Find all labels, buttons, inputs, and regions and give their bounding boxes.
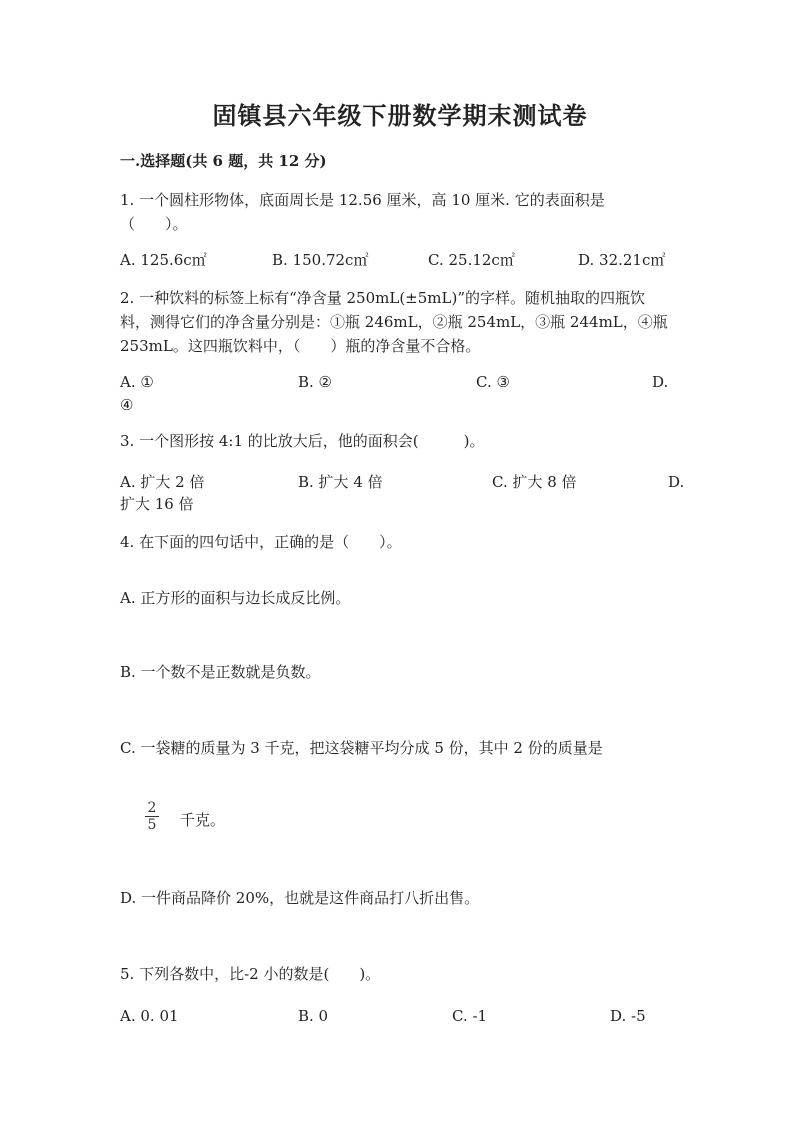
question-3-option-d: D. — [668, 473, 685, 491]
question-1-text-line-2: （ ）。 — [120, 215, 188, 233]
question-3-text: 3. 一个图形按 4:1 的比放大后，他的面积会( )。 — [120, 432, 485, 450]
question-2-text-line-2: 料，测得它们的净含量分别是：①瓶 246mL，②瓶 254mL，③瓶 244mL，④瓶 — [120, 313, 668, 331]
question-2-option-d: D. — [652, 373, 669, 391]
question-1-text-line-1: 1. 一个圆柱形物体，底面周长是 12.56 厘米，高 10 厘米. 它的表面积是 — [120, 191, 605, 209]
question-1-option-d: D. 32.21c㎡ — [578, 251, 666, 269]
question-5-option-c: C. -1 — [452, 1007, 488, 1025]
question-4-option-c-tail: 千克。 — [180, 811, 226, 829]
question-4-option-d: D. 一件商品降价 20%，也就是这件商品打八折出售。 — [120, 889, 480, 907]
question-4-text: 4. 在下面的四句话中，正确的是（ ）。 — [120, 533, 402, 551]
question-4-option-a: A. 正方形的面积与边长成反比例。 — [120, 589, 351, 607]
question-1-option-c: C. 25.12c㎡ — [428, 251, 515, 269]
question-3-option-c: C. 扩大 8 倍 — [492, 473, 577, 491]
question-5-option-a: A. 0. 01 — [120, 1007, 179, 1025]
question-2-option-d-value: ④ — [120, 396, 134, 414]
question-5-option-d: D. -5 — [610, 1007, 646, 1025]
fraction-denominator: 5 — [147, 817, 157, 833]
page-title: 固镇县六年级下册数学期末测试卷 — [212, 101, 588, 130]
question-5-option-b: B. 0 — [298, 1007, 329, 1025]
question-4-option-c: C. 一袋糖的质量为 3 千克，把这袋糖平均分成 5 份，其中 2 份的质量是 — [120, 739, 603, 757]
question-3-option-d-value: 扩大 16 倍 — [120, 495, 194, 513]
question-1-option-a: A. 125.6c㎡ — [120, 251, 207, 269]
question-5-text: 5. 下列各数中，比-2 小的数是( )。 — [120, 965, 381, 983]
question-2-option-c: C. ③ — [476, 373, 510, 391]
question-2-text-line-1: 2. 一种饮料的标签上标有“净含量 250mL(±5mL)”的字样。随机抽取的四瓶饮 — [120, 289, 646, 307]
question-2-text-line-3: 253mL。这四瓶饮料中，（ ）瓶的净含量不合格。 — [120, 337, 481, 355]
section-heading: 一.选择题(共 6 题，共 12 分) — [120, 152, 327, 170]
fraction-numerator: 2 — [147, 800, 157, 816]
question-3-option-b: B. 扩大 4 倍 — [298, 473, 383, 491]
question-3-option-a: A. 扩大 2 倍 — [120, 473, 205, 491]
question-4-option-b: B. 一个数不是正数就是负数。 — [120, 663, 321, 681]
question-1-option-b: B. 150.72c㎡ — [272, 251, 369, 269]
fraction — [145, 800, 159, 833]
question-2-option-b: B. ② — [298, 373, 333, 391]
question-2-option-a: A. ① — [120, 373, 154, 391]
